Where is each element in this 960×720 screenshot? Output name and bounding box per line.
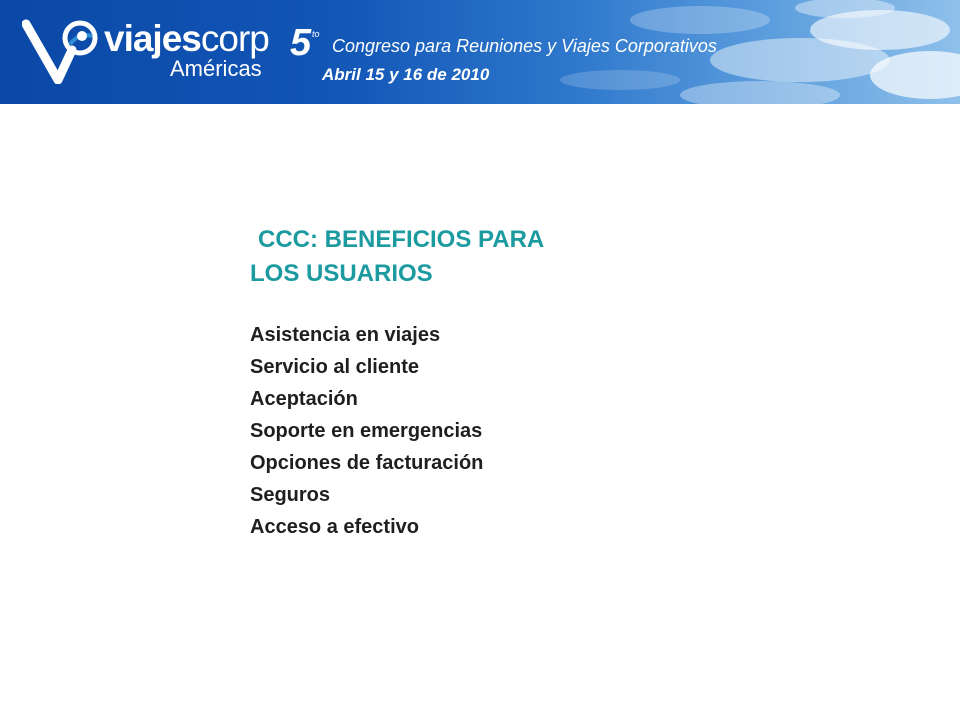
list-item: Aceptación [250, 388, 358, 410]
list-item: Seguros [250, 484, 331, 506]
slide-title [250, 223, 670, 291]
event-edition-number: 5 [290, 22, 312, 64]
slide-title-line-2: LOS USUARIOS [250, 260, 433, 287]
list-item: Opciones de facturación [250, 452, 484, 474]
event-edition-superscript: to [312, 29, 320, 39]
event-date: Abril 15 y 16 de 2010 [322, 65, 490, 84]
event-title: Congreso para Reuniones y Viajes Corporativos [332, 36, 717, 56]
slide-content [250, 223, 770, 543]
benefits-list [250, 319, 770, 543]
logo-wordmark [104, 20, 269, 57]
logo-word-bold: viajes [104, 18, 201, 59]
list-item: Acceso a efectivo [250, 516, 419, 538]
list-item: Asistencia en viajes [250, 324, 441, 346]
list-item: Servicio al cliente [250, 356, 419, 378]
viajescorp-logo [22, 12, 292, 92]
logo-v-mark-icon [22, 14, 102, 84]
list-item: Soporte en emergencias [250, 420, 483, 442]
slide-title-line-1: CCC: BENEFICIOS PARA [258, 226, 545, 253]
logo-subtitle: Américas [170, 56, 262, 81]
header-banner [0, 0, 960, 104]
logo-word-light: corp [200, 18, 269, 59]
